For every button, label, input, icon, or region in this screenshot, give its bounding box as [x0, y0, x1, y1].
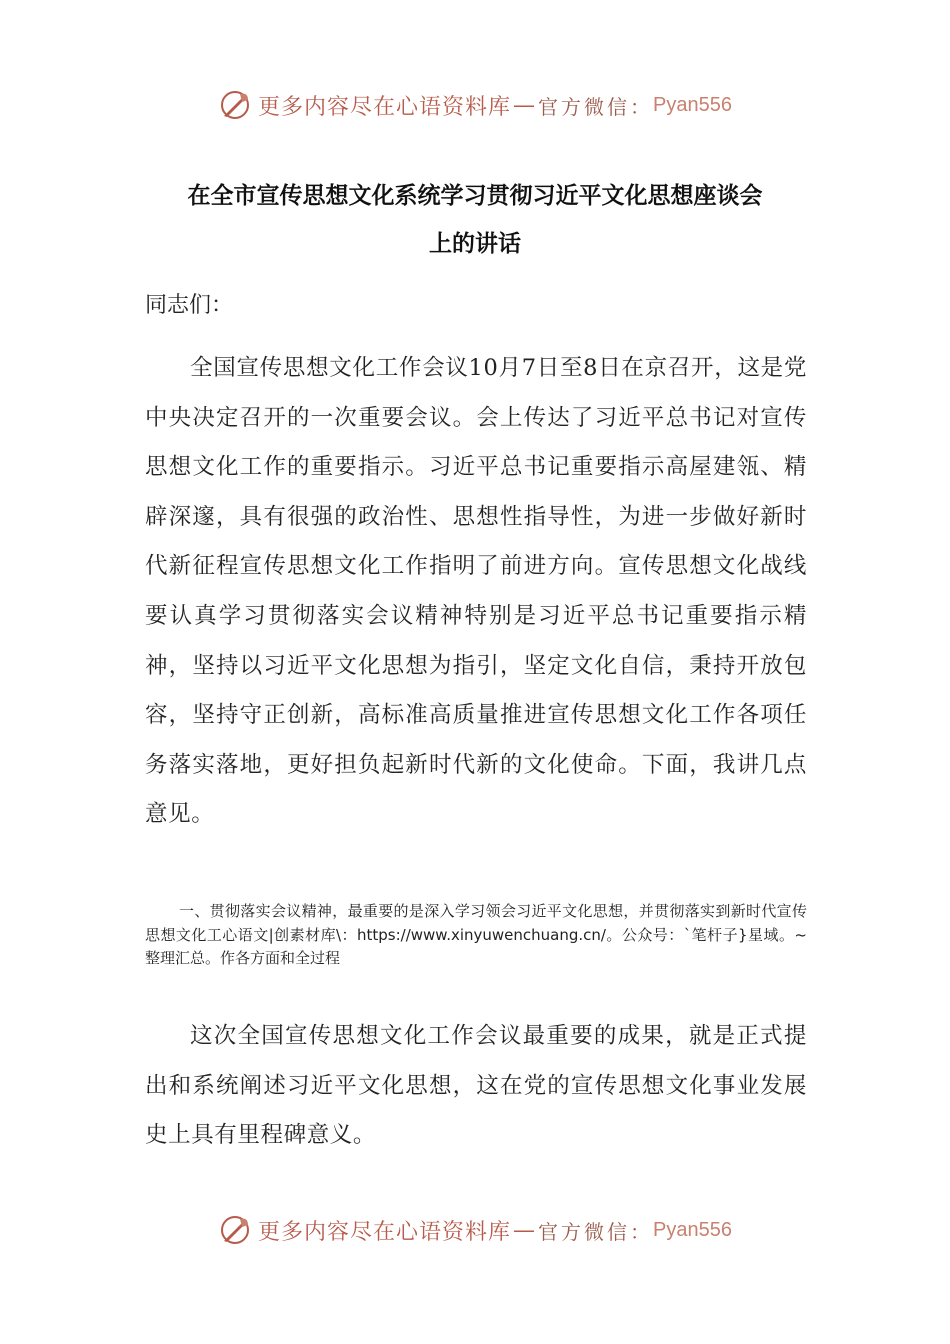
banner-wechat-id: Pyan556 — [653, 93, 732, 116]
section-heading: 一、贯彻落实会议精神，最重要的是深入学习领会习近平文化思想，并贯彻落实到新时代宣传思想文化工心语文|创素材库\：https://www.xinyuwenchuang.cn/。公众号：`笔杆子}星域。~整理汇总。作各方面和全过程 — [145, 902, 807, 967]
paragraph-body: 这次全国宣传思想文化工作会议最重要的成果，就是正式提出和系统阐述习近平文化思想，这在党的宣传思想文化事业发展史上具有里程碑意义。 — [145, 1023, 807, 1149]
footer-banner-wechat-id: Pyan556 — [653, 1218, 732, 1241]
quill-logo-icon — [218, 88, 252, 122]
footer-banner-text: 更多内容尽在心语资料库 — [258, 1219, 512, 1245]
banner-separator: — — [513, 92, 537, 118]
banner-text: 更多内容尽在心语资料库 — [258, 94, 512, 120]
salutation: 同志们： — [145, 293, 234, 318]
title-line-1: 在全市宣传思想文化系统学习贯彻习近平文化思想座谈会 — [187, 183, 763, 209]
footer-banner — [0, 1205, 950, 1255]
footer-banner-separator: — — [513, 1217, 537, 1243]
paragraph-intro: 全国宣传思想文化工作会议10月7日至8日在京召开，这是党中央决定召开的一次重要会议。会上传达了习近平总书记对宣传思想文化工作的重要指示。习近平总书记重要指示高屋建瓴、精辟深邃，具有很强的政治性、思想性指导性，为进一步做好新时代新征程宣传思想文化工作指明了前进方向。宣传思想文化战线要认真学习贯彻落实会议精神特别是习近平总书记重要指示精神，坚持以习近平文化思想为指引，坚定文化自信，秉持开放包容，坚持守正创新，高标准高质量推进宣传思想文化工作各项任务落实落地，更好担负起新时代新的文化使命。下面，我讲几点意见。 — [145, 355, 807, 828]
header-banner — [0, 80, 950, 130]
footer-banner-wechat-label: 官方微信： — [538, 1219, 654, 1244]
quill-logo-icon — [218, 1213, 252, 1247]
title-line-2: 上的讲话 — [429, 231, 521, 257]
banner-wechat-label: 官方微信： — [538, 94, 654, 119]
document-title — [145, 172, 805, 268]
